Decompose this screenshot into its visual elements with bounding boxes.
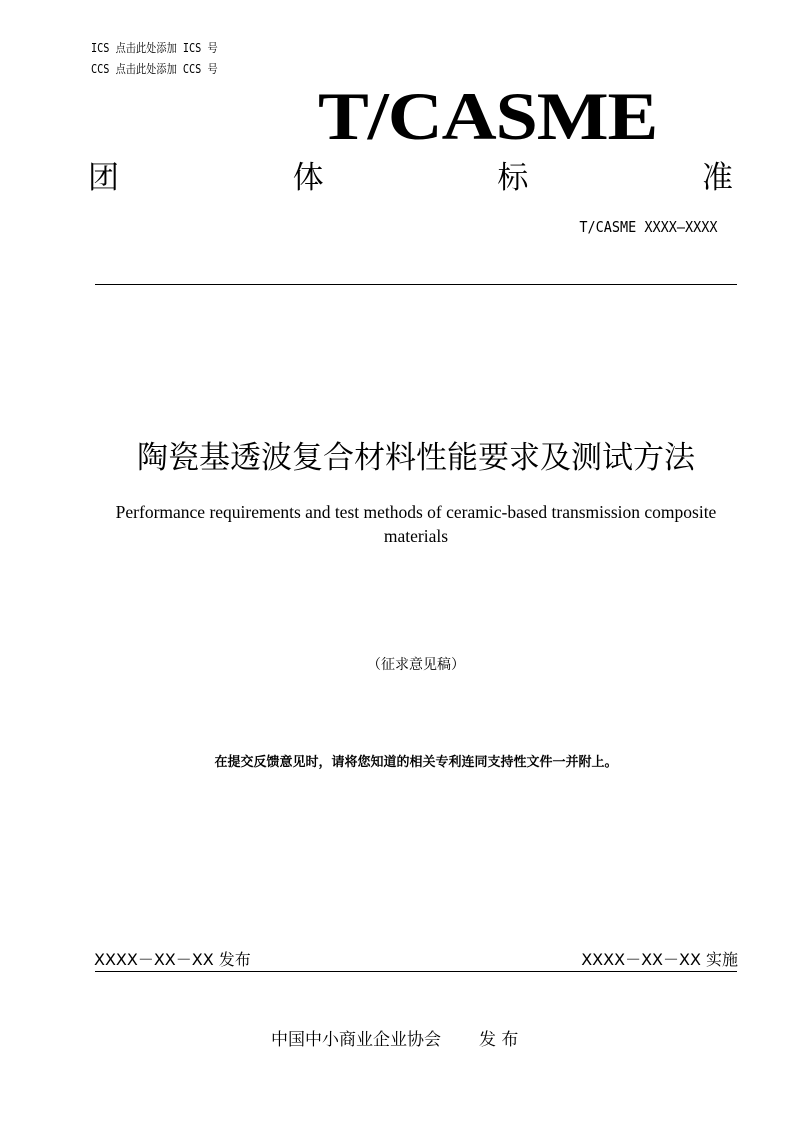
standard-type-char: 准 <box>701 160 733 196</box>
publishing-organization <box>271 1025 518 1050</box>
standard-type <box>88 152 733 197</box>
standard-type-char: 标 <box>497 160 529 196</box>
footer-divider <box>95 971 737 972</box>
standard-logo: T/CASME <box>318 78 658 154</box>
implement-date: XXXX－XX－XX 实施 <box>581 950 738 969</box>
ics-field[interactable]: ICS 点击此处添加 ICS 号 <box>91 41 218 55</box>
standard-type-char: 团 <box>88 160 119 196</box>
title-chinese: 陶瓷基透波复合材料性能要求及测试方法 <box>137 440 695 476</box>
patent-notice: 在提交反馈意见时，请将您知道的相关专利连同支持性文件一并附上。 <box>214 755 618 770</box>
ccs-field[interactable]: CCS 点击此处添加 CCS 号 <box>91 62 218 76</box>
header-divider <box>95 284 737 285</box>
draft-label: （征求意见稿） <box>367 657 465 673</box>
publish-date: XXXX－XX－XX 发布 <box>94 950 251 969</box>
standard-type-char: 体 <box>292 160 324 196</box>
standard-code: T/CASME XXXX—XXXX <box>579 218 718 236</box>
title-english: Performance requirements and test methods of ceramic-based transmission composite materials <box>115 502 717 546</box>
publish-word: 发 布 <box>479 1030 519 1050</box>
organization-name: 中国中小商业企业协会 <box>271 1030 441 1050</box>
